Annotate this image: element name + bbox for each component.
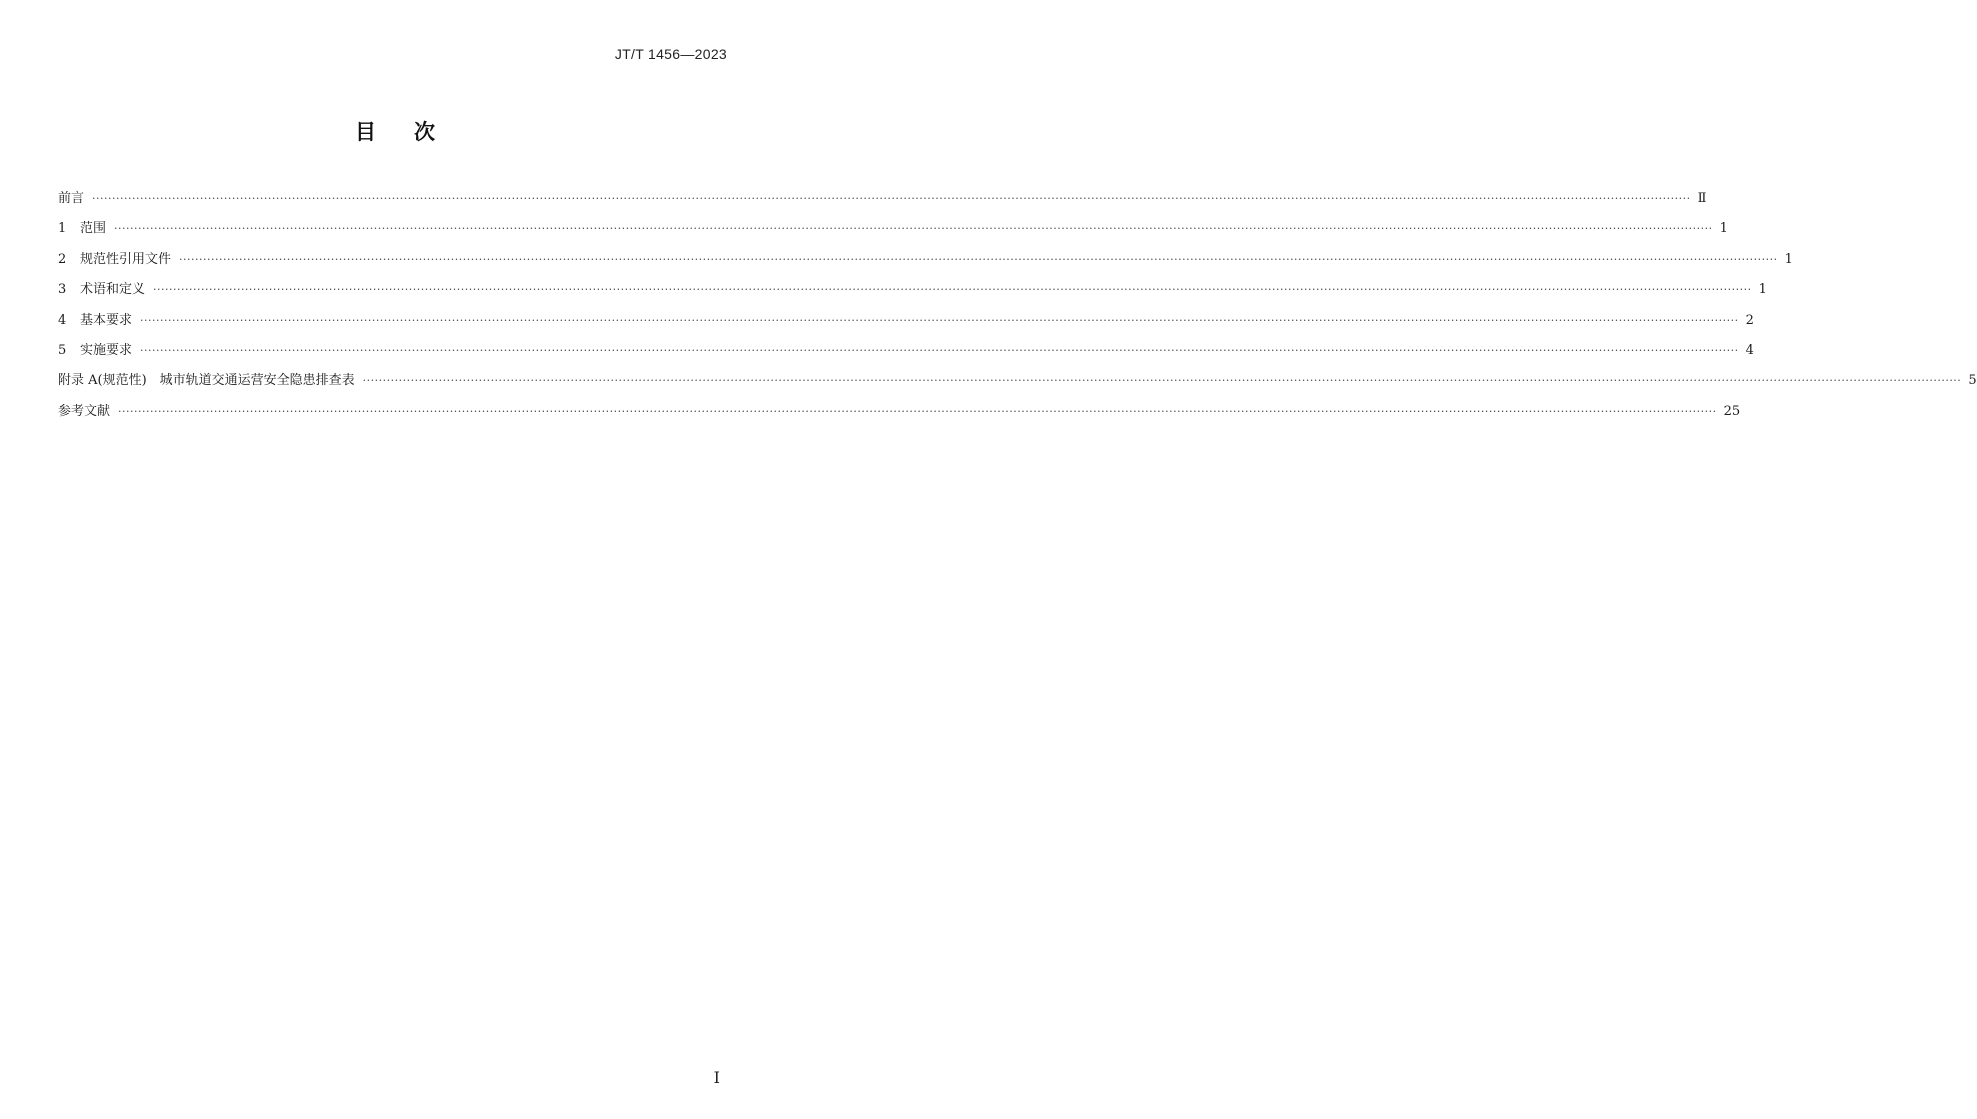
toc-item-number: 3 [58, 282, 67, 298]
toc-item-bibliography[interactable] [58, 401, 1741, 431]
toc-item-page: 5 [1968, 373, 1977, 389]
toc-item-number: 1 [58, 221, 67, 237]
toc-item-page: 1 [1784, 251, 1793, 267]
title-char-2: 次 [414, 120, 435, 144]
page-title [0, 116, 790, 146]
toc-item-page: 1 [1719, 221, 1728, 237]
toc-item-scope[interactable] [58, 218, 1728, 248]
dot-leader: ················································································································································································································································································································································································································ [140, 343, 1739, 357]
dot-leader: ················································································································································································································································································································································································································ [153, 283, 1752, 297]
page-number: Ⅰ [713, 1068, 720, 1087]
toc-item-implementation-requirements[interactable] [58, 340, 1754, 370]
toc-item-label: 术语和定义 [80, 282, 146, 298]
toc-item-basic-requirements[interactable] [58, 310, 1754, 340]
toc-item-number: 2 [58, 251, 67, 267]
dot-leader: ················································································································································································································································································································································································································ [179, 252, 1778, 266]
title-char-1: 目 [355, 120, 376, 144]
dot-leader: ················································································································································································································································································································································································································ [92, 192, 1691, 205]
toc-item-page: 2 [1745, 312, 1754, 328]
toc-item-number: 4 [58, 312, 67, 328]
dot-leader: ················································································································································································································································································································································································································ [118, 404, 1717, 418]
dot-leader: ················································································································································································································································································································································································································ [114, 222, 1713, 236]
toc-item-label: 前言 [58, 191, 85, 206]
document-code: JT/T 1456—2023 [614, 46, 727, 62]
toc-item-label: 参考文献 [58, 403, 111, 419]
toc-item-label: 规范性引用文件 [80, 251, 172, 267]
toc-item-page: 25 [1723, 403, 1741, 419]
toc-item-page: 4 [1745, 342, 1754, 358]
toc-item-label: 范围 [80, 221, 107, 237]
toc-item-appendix-a[interactable] [58, 370, 1977, 400]
toc-item-label: 基本要求 [80, 312, 133, 328]
dot-leader: ················································································································································································································································································································································································································ [362, 374, 1962, 388]
toc-item-foreword[interactable] [58, 188, 1707, 218]
toc-item-label: 附录 A(规范性) 城市轨道交通运营安全隐患排查表 [58, 373, 355, 389]
dot-leader: ················································································································································································································································································································································································································ [140, 313, 1739, 327]
toc-item-label: 实施要求 [80, 342, 133, 358]
table-of-contents [58, 188, 1977, 431]
toc-item-page: 1 [1758, 282, 1767, 298]
toc-item-number: 5 [58, 342, 67, 358]
toc-item-page: Ⅱ [1697, 191, 1707, 206]
toc-item-terms-definitions[interactable] [58, 279, 1767, 309]
toc-item-normative-references[interactable] [58, 249, 1793, 279]
